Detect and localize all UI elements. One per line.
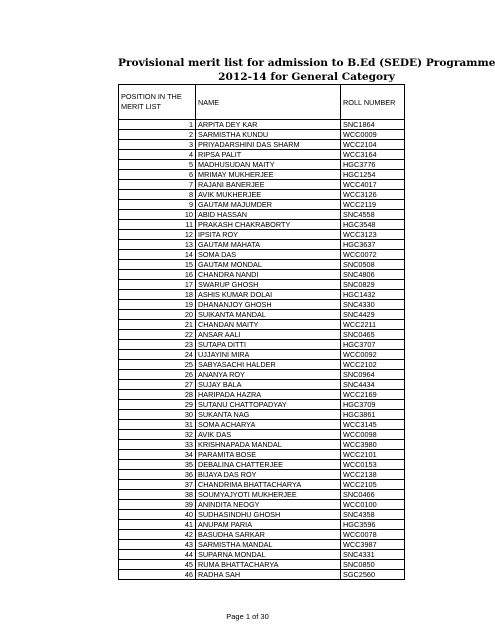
candidate-name-cell: SUJAY BALA <box>196 380 341 390</box>
candidate-name-cell: ARPITA DEY KAR <box>196 120 341 130</box>
merit-position-cell: 27 <box>119 380 196 390</box>
merit-position-cell: 43 <box>119 540 196 550</box>
roll-number-cell: SNC4358 <box>341 510 405 520</box>
candidate-name-cell: KRISHNAPADA MANDAL <box>196 440 341 450</box>
roll-number-cell: HGC3776 <box>341 160 405 170</box>
roll-number-cell: WCC0072 <box>341 250 405 260</box>
merit-position-cell: 36 <box>119 470 196 480</box>
table-row <box>119 250 405 260</box>
table-row <box>119 460 405 470</box>
merit-position-cell: 16 <box>119 270 196 280</box>
candidate-name-cell: BIJAYA DAS ROY <box>196 470 341 480</box>
roll-number-cell: HGC3637 <box>341 240 405 250</box>
table-row <box>119 400 405 410</box>
roll-number-cell: WCC2169 <box>341 390 405 400</box>
candidate-name-cell: PRAKASH CHAKRABORTY <box>196 220 341 230</box>
roll-number-cell: HGC1432 <box>341 290 405 300</box>
header-position: POSITION IN THE MERIT LIST <box>119 85 196 120</box>
candidate-name-cell: SWARUP GHOSH <box>196 280 341 290</box>
candidate-name-cell: SABYASACHI HALDER <box>196 360 341 370</box>
roll-number-cell: SNC0465 <box>341 330 405 340</box>
merit-position-cell: 29 <box>119 400 196 410</box>
document-title <box>118 56 495 84</box>
merit-position-cell: 33 <box>119 440 196 450</box>
table-row <box>119 550 405 560</box>
roll-number-cell: WCC3987 <box>341 540 405 550</box>
merit-position-cell: 34 <box>119 450 196 460</box>
roll-number-cell: WCC2119 <box>341 200 405 210</box>
merit-position-cell: 14 <box>119 250 196 260</box>
merit-position-cell: 18 <box>119 290 196 300</box>
candidate-name-cell: GAUTAM MONDAL <box>196 260 341 270</box>
table-row <box>119 420 405 430</box>
candidate-name-cell: DHANANJOY GHOSH <box>196 300 341 310</box>
table-body <box>119 120 405 580</box>
table-row <box>119 290 405 300</box>
roll-number-cell: SNC0964 <box>341 370 405 380</box>
candidate-name-cell: AVIK DAS <box>196 430 341 440</box>
candidate-name-cell: SUPARNA MONDAL <box>196 550 341 560</box>
table-row <box>119 230 405 240</box>
candidate-name-cell: SOMA DAS <box>196 250 341 260</box>
roll-number-cell: WCC0100 <box>341 500 405 510</box>
table-row <box>119 520 405 530</box>
table-row <box>119 370 405 380</box>
table-row <box>119 530 405 540</box>
roll-number-cell: WCC3980 <box>341 440 405 450</box>
title-line-2: 2012-14 for General Category <box>218 71 395 83</box>
candidate-name-cell: SUIKANTA MANDAL <box>196 310 341 320</box>
candidate-name-cell: RADHA SAH <box>196 570 341 580</box>
candidate-name-cell: PRIYADARSHINI DAS SHARM <box>196 140 341 150</box>
merit-position-cell: 5 <box>119 160 196 170</box>
merit-position-cell: 20 <box>119 310 196 320</box>
candidate-name-cell: RIPSA PALIT <box>196 150 341 160</box>
merit-position-cell: 37 <box>119 480 196 490</box>
table-row <box>119 480 405 490</box>
roll-number-cell: WCC3123 <box>341 230 405 240</box>
candidate-name-cell: CHANDRIMA BHATTACHARYA <box>196 480 341 490</box>
candidate-name-cell: SARMISTHA MANDAL <box>196 540 341 550</box>
merit-position-cell: 21 <box>119 320 196 330</box>
roll-number-cell: WCC2101 <box>341 450 405 460</box>
merit-position-cell: 8 <box>119 190 196 200</box>
merit-position-cell: 26 <box>119 370 196 380</box>
table-row <box>119 510 405 520</box>
roll-number-cell: WCC0098 <box>341 430 405 440</box>
roll-number-cell: WCC0153 <box>341 460 405 470</box>
merit-position-cell: 7 <box>119 180 196 190</box>
table-row <box>119 270 405 280</box>
candidate-name-cell: BASUDHA SARKAR <box>196 530 341 540</box>
table-row <box>119 300 405 310</box>
candidate-name-cell: ASHIS KUMAR DOLAI <box>196 290 341 300</box>
candidate-name-cell: AVIK MUKHERJEE <box>196 190 341 200</box>
table-row <box>119 340 405 350</box>
table-row <box>119 120 405 130</box>
candidate-name-cell: ABID HASSAN <box>196 210 341 220</box>
merit-position-cell: 32 <box>119 430 196 440</box>
merit-position-cell: 44 <box>119 550 196 560</box>
roll-number-cell: WCC2102 <box>341 360 405 370</box>
table-row <box>119 560 405 570</box>
roll-number-cell: WCC4017 <box>341 180 405 190</box>
roll-number-cell: WCC3164 <box>341 150 405 160</box>
roll-number-cell: SGC2560 <box>341 570 405 580</box>
table-row <box>119 570 405 580</box>
candidate-name-cell: IPSITA ROY <box>196 230 341 240</box>
roll-number-cell: HGC3861 <box>341 410 405 420</box>
table-row <box>119 430 405 440</box>
table-row <box>119 320 405 330</box>
table-row <box>119 220 405 230</box>
table-row <box>119 490 405 500</box>
roll-number-cell: SNC0508 <box>341 260 405 270</box>
candidate-name-cell: GAUTAM MAHATA <box>196 240 341 250</box>
merit-list-table <box>118 84 405 580</box>
candidate-name-cell: SARMISTHA KUNDU <box>196 130 341 140</box>
table-row <box>119 210 405 220</box>
merit-position-cell: 42 <box>119 530 196 540</box>
table-row <box>119 540 405 550</box>
roll-number-cell: SNC0466 <box>341 490 405 500</box>
table-row <box>119 440 405 450</box>
merit-position-cell: 17 <box>119 280 196 290</box>
roll-number-cell: SNC4429 <box>341 310 405 320</box>
table-row <box>119 390 405 400</box>
merit-position-cell: 46 <box>119 570 196 580</box>
merit-position-cell: 10 <box>119 210 196 220</box>
table-row <box>119 470 405 480</box>
table-row <box>119 500 405 510</box>
candidate-name-cell: UJJAYINI MIRA <box>196 350 341 360</box>
table-row <box>119 190 405 200</box>
roll-number-cell: SNC1864 <box>341 120 405 130</box>
roll-number-cell: SNC0829 <box>341 280 405 290</box>
roll-number-cell: SNC4434 <box>341 380 405 390</box>
table-row <box>119 240 405 250</box>
candidate-name-cell: ANSAR AALI <box>196 330 341 340</box>
candidate-name-cell: SUTAPA DITTI <box>196 340 341 350</box>
table-row <box>119 280 405 290</box>
table-row <box>119 150 405 160</box>
table-row <box>119 350 405 360</box>
merit-position-cell: 45 <box>119 560 196 570</box>
merit-position-cell: 28 <box>119 390 196 400</box>
roll-number-cell: WCC3126 <box>341 190 405 200</box>
table-row <box>119 450 405 460</box>
roll-number-cell: HGC3596 <box>341 520 405 530</box>
merit-position-cell: 40 <box>119 510 196 520</box>
candidate-name-cell: PARAMITA BOSE <box>196 450 341 460</box>
merit-position-cell: 38 <box>119 490 196 500</box>
roll-number-cell: WCC2104 <box>341 140 405 150</box>
table-row <box>119 330 405 340</box>
page-footer: Page 1 of 30 <box>226 612 269 621</box>
candidate-name-cell: RAJANI BANERJEE <box>196 180 341 190</box>
table-row <box>119 410 405 420</box>
candidate-name-cell: ANANYA ROY <box>196 370 341 380</box>
table-row <box>119 160 405 170</box>
merit-position-cell: 1 <box>119 120 196 130</box>
candidate-name-cell: ANUPAM PARIA <box>196 520 341 530</box>
candidate-name-cell: CHANDRA NANDI <box>196 270 341 280</box>
merit-position-cell: 15 <box>119 260 196 270</box>
merit-position-cell: 2 <box>119 130 196 140</box>
candidate-name-cell: ANINDITA NEOGY <box>196 500 341 510</box>
roll-number-cell: WCC2211 <box>341 320 405 330</box>
merit-position-cell: 9 <box>119 200 196 210</box>
merit-position-cell: 19 <box>119 300 196 310</box>
table-row <box>119 170 405 180</box>
candidate-name-cell: SUDHASINDHU GHOSH <box>196 510 341 520</box>
candidate-name-cell: MADHUSUDAN MAITY <box>196 160 341 170</box>
roll-number-cell: HGC3548 <box>341 220 405 230</box>
candidate-name-cell: SOUMYAJYOTI MUKHERJEE <box>196 490 341 500</box>
table-row <box>119 310 405 320</box>
roll-number-cell: HGC1254 <box>341 170 405 180</box>
roll-number-cell: WCC3145 <box>341 420 405 430</box>
roll-number-cell: WCC2138 <box>341 470 405 480</box>
merit-position-cell: 30 <box>119 410 196 420</box>
roll-number-cell: HGC3709 <box>341 400 405 410</box>
merit-position-cell: 24 <box>119 350 196 360</box>
title-line-1: Provisional merit list for admission to B.Ed (SEDE) Programme <box>118 57 495 69</box>
roll-number-cell: WCC0009 <box>341 130 405 140</box>
candidate-name-cell: GAUTAM MAJUMDER <box>196 200 341 210</box>
table-header-row <box>119 85 405 120</box>
header-roll-number: ROLL NUMBER <box>341 85 405 120</box>
merit-position-cell: 6 <box>119 170 196 180</box>
merit-position-cell: 4 <box>119 150 196 160</box>
table-row <box>119 200 405 210</box>
merit-position-cell: 23 <box>119 340 196 350</box>
roll-number-cell: SNC0850 <box>341 560 405 570</box>
roll-number-cell: HGC3707 <box>341 340 405 350</box>
merit-position-cell: 25 <box>119 360 196 370</box>
table-row <box>119 140 405 150</box>
roll-number-cell: SNC4558 <box>341 210 405 220</box>
merit-position-cell: 3 <box>119 140 196 150</box>
candidate-name-cell: HARIPADA HAZRA <box>196 390 341 400</box>
table-row <box>119 130 405 140</box>
candidate-name-cell: SUTANU CHATTOPADYAY <box>196 400 341 410</box>
roll-number-cell: SNC4806 <box>341 270 405 280</box>
merit-position-cell: 22 <box>119 330 196 340</box>
merit-position-cell: 11 <box>119 220 196 230</box>
table-row <box>119 380 405 390</box>
candidate-name-cell: MRIMAY MUKHERJEE <box>196 170 341 180</box>
merit-position-cell: 39 <box>119 500 196 510</box>
table-row <box>119 180 405 190</box>
candidate-name-cell: DEBALINA CHATTERJEE <box>196 460 341 470</box>
merit-position-cell: 13 <box>119 240 196 250</box>
merit-position-cell: 41 <box>119 520 196 530</box>
roll-number-cell: WCC2105 <box>341 480 405 490</box>
candidate-name-cell: RUMA BHATTACHARYA <box>196 560 341 570</box>
candidate-name-cell: SOMA ACHARYA <box>196 420 341 430</box>
roll-number-cell: SNC4330 <box>341 300 405 310</box>
merit-position-cell: 12 <box>119 230 196 240</box>
candidate-name-cell: CHANDAN MAITY <box>196 320 341 330</box>
table-row <box>119 260 405 270</box>
roll-number-cell: SNC4331 <box>341 550 405 560</box>
roll-number-cell: WCC0078 <box>341 530 405 540</box>
merit-position-cell: 35 <box>119 460 196 470</box>
header-name: NAME <box>196 85 341 120</box>
merit-position-cell: 31 <box>119 420 196 430</box>
candidate-name-cell: SUKANTA NAG <box>196 410 341 420</box>
table-row <box>119 360 405 370</box>
roll-number-cell: WCC0092 <box>341 350 405 360</box>
